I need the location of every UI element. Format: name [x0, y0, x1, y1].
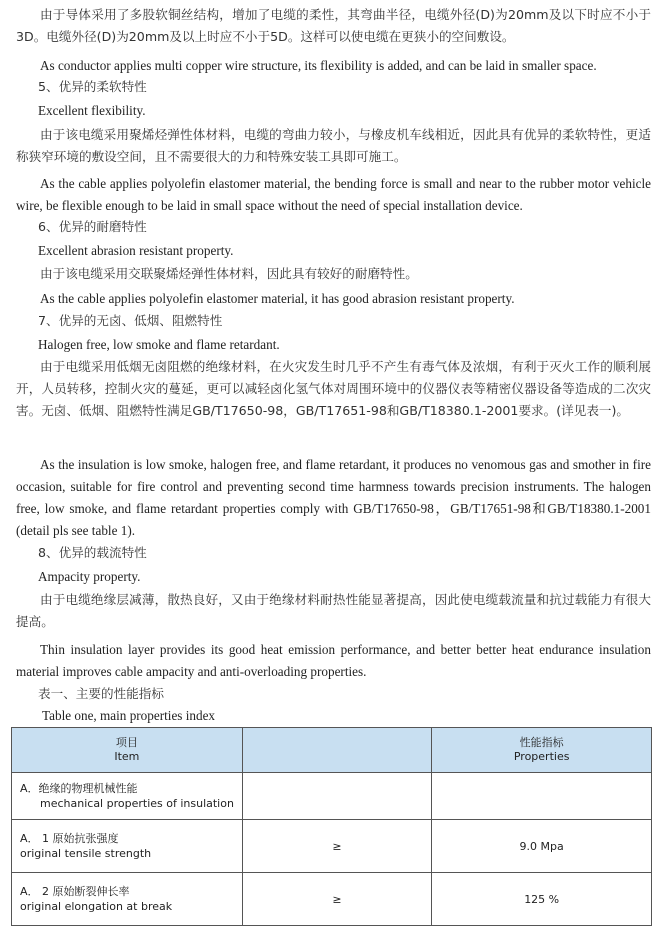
table-caption-en: Table one, main properties index: [42, 708, 216, 723]
header-properties: [432, 728, 652, 773]
section-8-cn: 由于电缆绝缘层减薄，散热良好，又由于绝缘材料耐热性能显著提高，因此使电缆载流量和抗过载能力有很大提高。: [16, 592, 651, 629]
header-prop-cn: 性能指标: [519, 736, 564, 749]
section-6-en: As the cable applies polyolefin elastomer material, it has good abrasion resistant property.: [40, 291, 515, 306]
section-7-en-label: Halogen free, low smoke and flame retardant.: [38, 337, 280, 352]
row-item: [12, 820, 243, 873]
row-item-cn: A．绝缘的物理机械性能: [20, 782, 138, 795]
row-value: 125 %: [432, 873, 652, 926]
properties-table: [11, 727, 652, 926]
row-symbol: [242, 773, 432, 820]
section-8-en: Thin insulation layer provides its good heat emission performance, and better better heat endurance insulation material improves cable ampacity and anti-overloading properties.: [16, 642, 651, 679]
para1-cn: 由于导体采用了多股软铜丝结构，增加了电缆的柔性，其弯曲半径，电缆外径(D)为20mm及以下时应不小于3D。电缆外径(D)为20mm及以上时应不小于5D。这样可以使电缆在更狭小的空间敷设。: [16, 7, 651, 44]
table-row: [12, 820, 652, 873]
table-row: [12, 773, 652, 820]
section-6-en-label: Excellent abrasion resistant property.: [38, 243, 234, 258]
row-symbol: ≥: [242, 820, 432, 873]
section-7-cn: 由于电缆采用低烟无卤阻燃的绝缘材料，在火灾发生时几乎不产生有毒气体及浓烟，有利于灭火工作的顺利展开，人员转移，控制火灾的蔓延，更可以减轻卤化氢气体对周围环境中的仪器仪表等精密仪器设备等造成的二次灾害。无卤、低烟、阻燃特性满足GB/T17650-98，GB/T17651-98和GB/T18380.1-2001要求。(详见表一)。: [16, 359, 651, 418]
table-row: [12, 873, 652, 926]
row-value: 9.0 Mpa: [432, 820, 652, 873]
header-blank: [242, 728, 432, 773]
row-item-en: original elongation at break: [20, 900, 173, 913]
section-8-heading: 8、优异的载流特性: [38, 545, 147, 560]
row-value: [432, 773, 652, 820]
row-item-cn: A． 1 原始抗张强度: [20, 832, 119, 845]
section-5-cn: 由于该电缆采用聚烯烃弹性体材料，电缆的弯曲力较小，与橡皮机车线相近，因此具有优异的柔软特性，更适称狭窄环境的敷设空间，且不需要很大的力和特殊安装工具即可施工。: [16, 127, 651, 164]
table-caption-cn: 表一、主要的性能指标: [38, 686, 164, 701]
section-5-en-label: Excellent flexibility.: [38, 103, 146, 118]
section-7-heading: 7、优异的无卤、低烟、阻燃特性: [38, 313, 223, 328]
header-item-en: Item: [114, 750, 140, 763]
section-6-heading: 6、优异的耐磨特性: [38, 219, 147, 234]
header-prop-en: Properties: [513, 750, 570, 763]
table-header-row: [12, 728, 652, 773]
row-item: [12, 773, 243, 820]
section-5-heading: 5、优异的柔软特性: [38, 79, 147, 94]
section-5-en: As the cable applies polyolefin elastomer material, the bending force is small and near to the rubber motor vehicle wire, be flexible enough to be laid in small space without the need of special installation device.: [16, 176, 651, 213]
row-item-en: original tensile strength: [20, 847, 152, 860]
row-item-cn: A． 2 原始断裂伸长率: [20, 885, 130, 898]
row-item-en: mechanical properties of insulation: [40, 797, 234, 810]
header-item-cn: 项目: [115, 736, 138, 749]
section-6-cn: 由于该电缆采用交联聚烯烃弹性体材料，因此具有较好的耐磨特性。: [40, 266, 418, 281]
header-item: [12, 728, 243, 773]
section-7-en: As the insulation is low smoke, halogen free, and flame retardant, it produces no venomous gas and smother in fire occasion, suitable for fire control and preventing second time harmness towards precision instruments. The halogen free, low smoke, and flame retardant properties comply with GB/T17650-98，GB/T17651-98和GB/T18380.1-2001 (detail pls see table 1).: [16, 457, 651, 538]
section-8-en-label: Ampacity property.: [38, 569, 141, 584]
para1-en: As conductor applies multi copper wire structure, its flexibility is added, and can be laid in smaller space.: [40, 58, 597, 73]
row-item: [12, 873, 243, 926]
row-symbol: ≥: [242, 873, 432, 926]
